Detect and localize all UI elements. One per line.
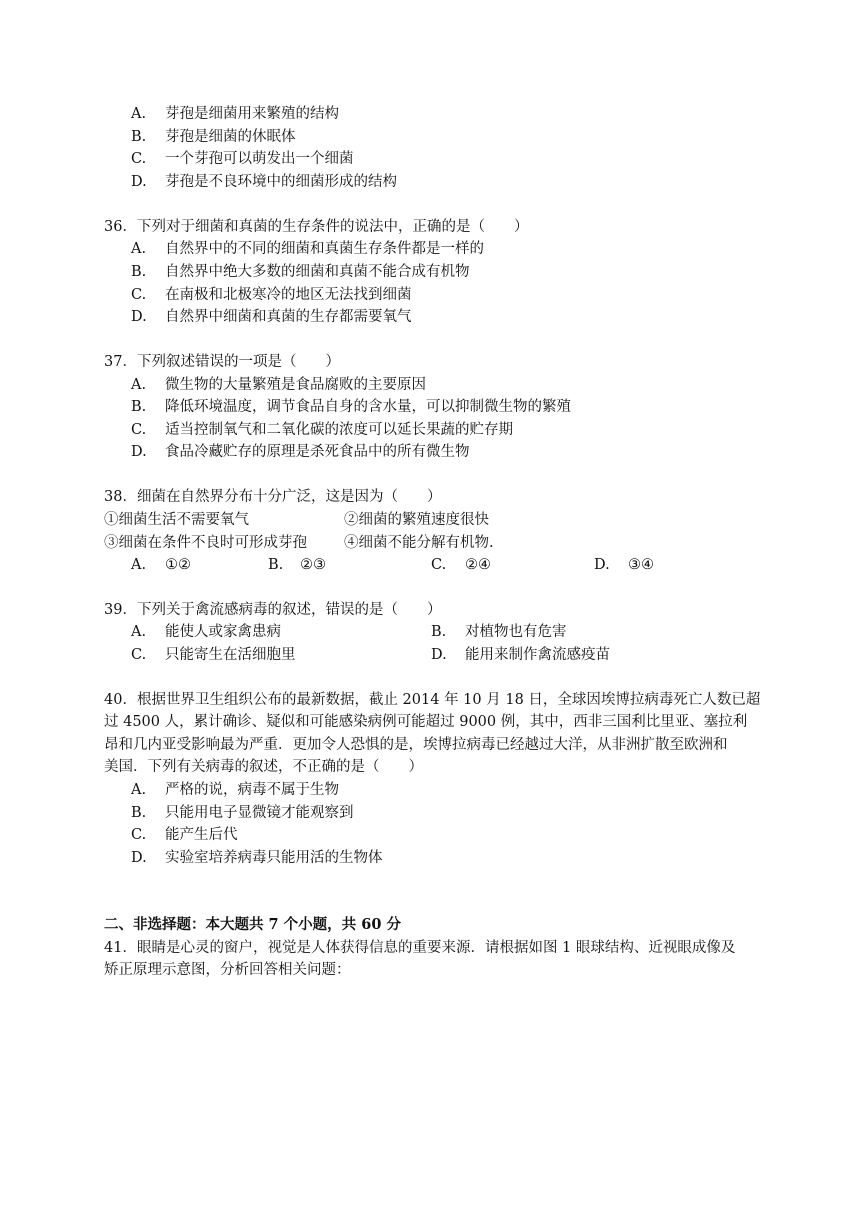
option-text: 芽孢是细菌的休眠体: [165, 129, 296, 145]
option-text: 自然界中的不同的细菌和真菌生存条件都是一样的: [165, 241, 484, 257]
option-text: 在南极和北极寒冷的地区无法找到细菌: [165, 287, 412, 303]
option-text: 微生物的大量繁殖是食品腐败的主要原因: [165, 377, 426, 393]
option-text: ③④: [628, 557, 654, 573]
option-label: A.: [131, 106, 147, 122]
option-text: 一个芽孢可以萌发出一个细菌: [165, 151, 354, 167]
option-text: 能产生后代: [165, 827, 238, 843]
option-text: 自然界中细菌和真菌的生存都需要氧气: [165, 309, 412, 325]
option-text: ①②: [165, 557, 191, 573]
option-text: 芽孢是不良环境中的细菌形成的结构: [165, 174, 397, 190]
option-text: 食品冷藏贮存的原理是杀死食品中的所有微生物: [165, 444, 470, 460]
option-text: 只能寄生在活细胞里: [165, 647, 296, 663]
option-label: A.: [131, 377, 147, 393]
option-label: B.: [131, 399, 147, 415]
option-text: 适当控制氧气和二氧化碳的浓度可以延长果蔬的贮存期: [165, 422, 513, 438]
option-text: 能用来制作禽流感疫苗: [465, 647, 610, 663]
question-stem: 37．下列叙述错误的一项是（ ）: [104, 354, 340, 370]
option-label: C.: [131, 422, 147, 438]
option-label: B.: [131, 805, 147, 821]
option-label: B.: [431, 624, 447, 640]
option-label: C.: [431, 557, 447, 573]
option-label: D.: [131, 309, 147, 325]
option-label: B.: [268, 557, 284, 573]
option-text: 实验室培养病毒只能用活的生物体: [165, 850, 383, 866]
option-label: D.: [131, 444, 147, 460]
option-text: 对植物也有危害: [465, 624, 567, 640]
option-text: 降低环境温度，调节食品自身的含水量，可以抑制微生物的繁殖: [165, 399, 571, 415]
option-label: A.: [131, 782, 147, 798]
option-label: C.: [131, 287, 147, 303]
statement-item: ①细菌生活不需要氧气: [104, 512, 249, 528]
option-label: D.: [594, 557, 610, 573]
option-text: 严格的说，病毒不属于生物: [165, 782, 339, 798]
section-heading: 二、非选择题：本大题共 7 个小题，共 60 分: [104, 916, 401, 933]
option-label: C.: [131, 647, 147, 663]
question-stem-line: 美国．下列有关病毒的叙述，不正确的是（ ）: [104, 759, 423, 775]
option-text: 自然界中绝大多数的细菌和真菌不能合成有机物: [165, 264, 470, 280]
question-stem: 38．细菌在自然界分布十分广泛，这是因为（ ）: [104, 489, 442, 505]
option-text: 芽孢是细菌用来繁殖的结构: [165, 106, 339, 122]
question-stem-line: 40．根据世界卫生组织公布的最新数据，截止 2014 年 10 月 18 日，全球因埃博拉病毒死亡人数已超: [104, 692, 761, 708]
statement-item: ②细菌的繁殖速度很快: [344, 512, 489, 528]
statement-item: ③细菌在条件不良时可形成芽孢: [104, 535, 307, 551]
question-stem: 36．下列对于细菌和真菌的生存条件的说法中，正确的是（ ）: [104, 219, 529, 235]
option-label: C.: [131, 151, 147, 167]
option-label: A.: [131, 557, 147, 573]
statement-item: ④细菌不能分解有机物.: [344, 535, 494, 551]
option-label: C.: [131, 827, 147, 843]
option-label: D.: [131, 174, 147, 190]
option-label: B.: [131, 264, 147, 280]
option-label: D.: [131, 850, 147, 866]
option-label: B.: [131, 129, 147, 145]
option-label: A.: [131, 241, 147, 257]
option-text: ②③: [300, 557, 326, 573]
option-label: D.: [431, 647, 447, 663]
option-text: ②④: [465, 557, 491, 573]
option-text: 能使人或家禽患病: [165, 624, 281, 640]
question-stem-line: 昂和几内亚受影响最为严重．更加令人恐惧的是，埃博拉病毒已经越过大洋，从非洲扩散至欧洲和: [104, 737, 728, 753]
question-stem: 39．下列关于禽流感病毒的叙述，错误的是（ ）: [104, 602, 442, 618]
option-text: 只能用电子显微镜才能观察到: [165, 805, 354, 821]
question-stem-line: 41．眼睛是心灵的窗户，视觉是人体获得信息的重要来源．请根据如图 1 眼球结构、近视眼成像及: [104, 940, 736, 956]
question-stem-line: 过 4500 人，累计确诊、疑似和可能感染病例可能超过 9000 例，其中，西非三国利比里亚、塞拉利: [104, 714, 748, 730]
question-stem-line: 矫正原理示意图，分析回答相关问题：: [104, 962, 351, 978]
option-label: A.: [131, 624, 147, 640]
